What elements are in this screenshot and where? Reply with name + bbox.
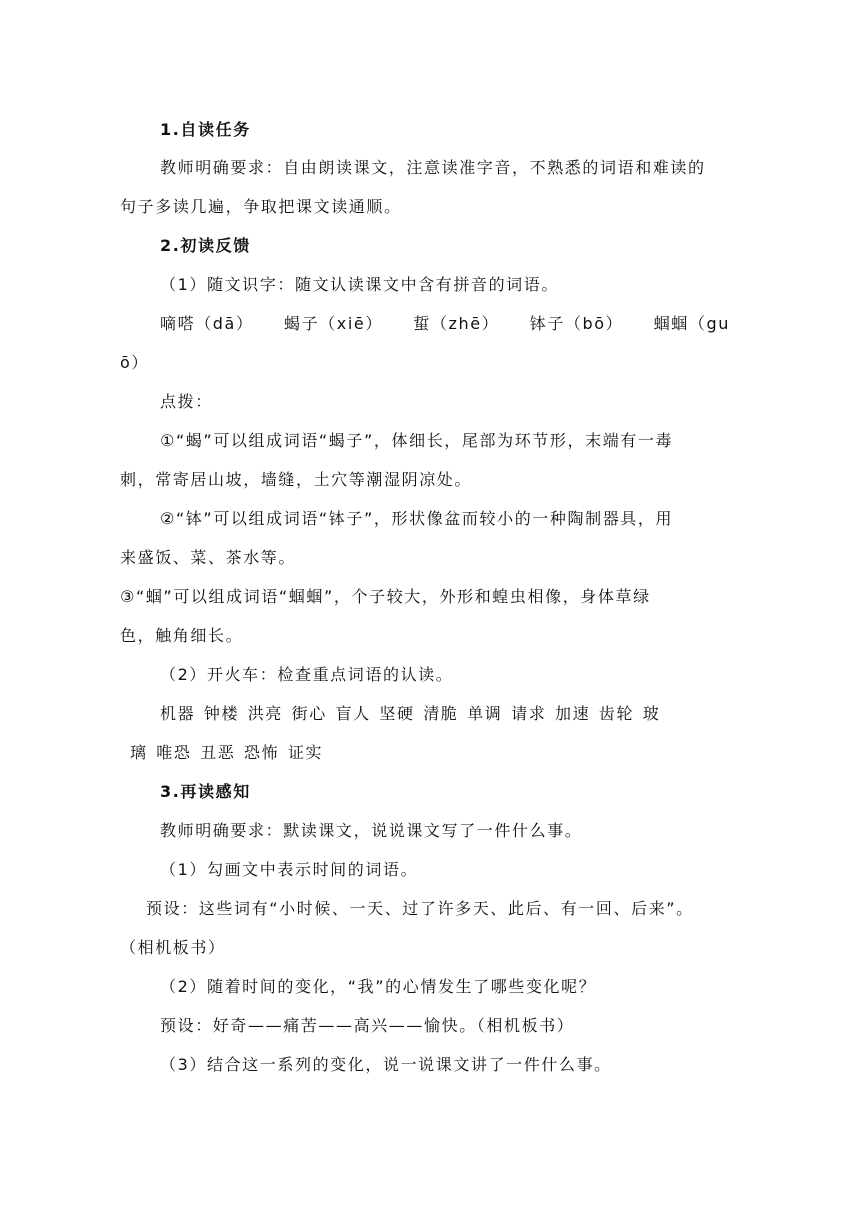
pinyin-word: 蜇（zhē） [413,314,500,333]
word-list-line: 璃 唯恐 丑恶 恐怖 证实 [130,743,324,762]
word-list-line: 机器 钟楼 洪亮 街心 盲人 坚硬 清脆 单调 请求 加速 齿轮 玻 [160,704,661,723]
list-item: （1）随文识字：随文认读课文中含有拼音的词语。 [160,275,559,294]
hint-line: ①“蝎”可以组成词语“蝎子”，体细长，尾部为环节形，末端有一毒 [160,431,674,450]
hint-line: 色，触角细长。 [120,626,244,645]
preset-line: 预设：好奇——痛苦——高兴——愉快。（相机板书） [160,1016,575,1035]
paragraph-line: 教师明确要求：默读课文，说说课文写了一件什么事。 [160,821,583,840]
pinyin-word: 钵子（bō） [529,314,624,333]
list-item: （1）勾画文中表示时间的词语。 [160,860,419,879]
pinyin-word: 蝎子（xiē） [283,314,383,333]
hint-line: ②“钵”可以组成词语“钵子”，形状像盆而较小的一种陶制器具，用 [160,509,674,528]
section-heading-1: 1.自读任务 [160,120,251,139]
hint-line: ③“蝈”可以组成词语“蝈蝈”，个子较大，外形和蝗虫相像，身体草绿 [120,587,651,606]
paragraph-line: 教师明确要求：自由朗读课文，注意读准字音，不熟悉的词语和难读的 [160,158,706,177]
hint-line: 刺，常寄居山坡，墙缝，土穴等潮湿阴凉处。 [120,470,473,489]
list-item: （2）开火车：检查重点词语的认读。 [160,665,454,684]
list-item: （2）随着时间的变化，“我”的心情发生了哪些变化呢？ [160,977,597,996]
pinyin-word-tail: ō） [120,353,149,372]
pinyin-word-row [160,313,730,335]
list-item: （3）结合这一系列的变化，说一说课文讲了一件什么事。 [160,1055,612,1074]
paragraph-line: 句子多读几遍，争取把课文读通顺。 [120,197,402,216]
preset-line: （相机板书） [120,938,226,957]
hint-label: 点拨： [160,392,213,411]
pinyin-word: 嘀嗒（dā） [160,314,254,333]
section-heading-3: 3.再读感知 [160,782,251,801]
pinyin-word: 蝈蝈（gu [653,314,730,333]
hint-line: 来盛饭、菜、茶水等。 [120,548,297,567]
section-heading-2: 2.初读反馈 [160,236,251,255]
preset-line: 预设：这些词有“小时候、一天、过了许多天、此后、有一回、后来”。 [146,899,694,918]
